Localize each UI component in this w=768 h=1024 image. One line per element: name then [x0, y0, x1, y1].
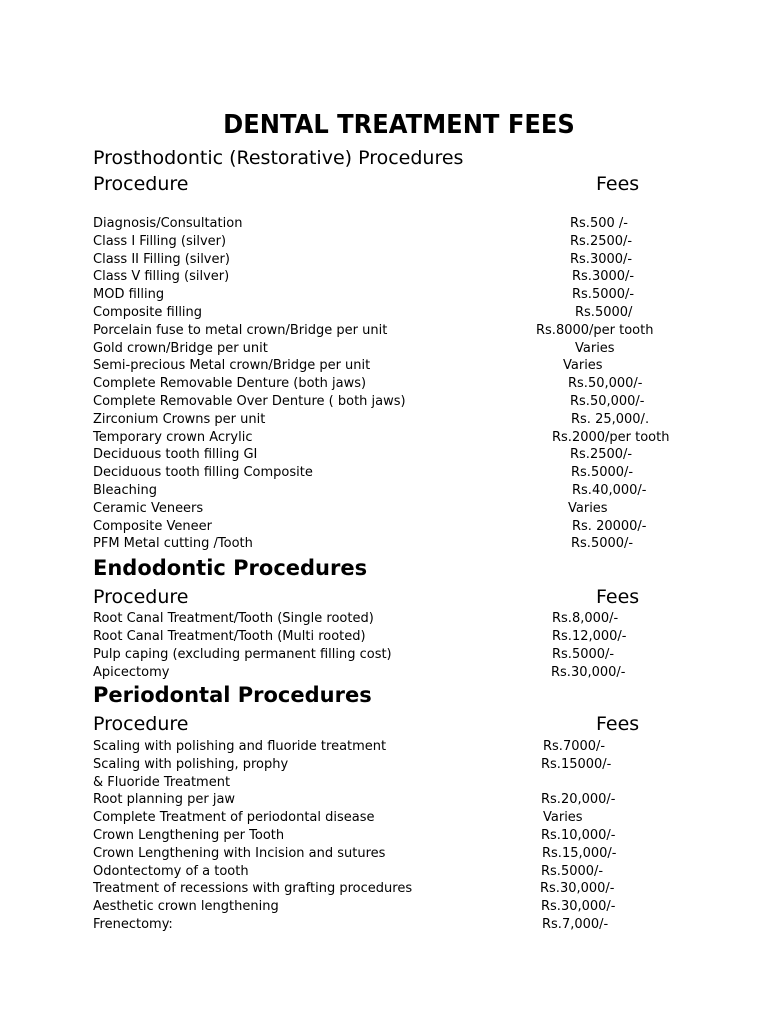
- procedure-fee: Rs.12,000/-: [552, 629, 627, 644]
- procedure-name: Scaling with polishing and fluoride treatment: [93, 739, 387, 754]
- procedure-fee: Rs.5000/-: [571, 465, 634, 481]
- procedure-fee: Rs.2500/-: [570, 233, 633, 249]
- fee-row: [93, 322, 713, 340]
- procedure-fee: Rs.5000/-: [571, 536, 634, 552]
- fee-row: [93, 518, 713, 536]
- procedure-name: Aesthetic crown lengthening: [93, 899, 279, 915]
- procedure-name: Root Canal Treatment/Tooth (Single rooted): [93, 611, 374, 626]
- fee-row: [93, 646, 713, 664]
- fee-row: [93, 863, 713, 881]
- procedure-fee: Varies: [568, 500, 608, 516]
- procedure-fee: Rs.20,000/-: [541, 792, 616, 808]
- procedure-name: Class I Filling (silver): [93, 233, 227, 249]
- procedure-fee: Rs.30,000/-: [541, 899, 616, 915]
- procedure-fee: Rs.30,000/-: [551, 665, 626, 680]
- procedure-fee: Varies: [563, 358, 603, 374]
- procedure-fee: Rs.3000/-: [570, 251, 633, 267]
- procedure-name: Frenectomy:: [93, 917, 173, 932]
- procedure-column-header: Procedure: [93, 586, 189, 608]
- procedure-fee: Rs.10,000/-: [541, 828, 616, 843]
- procedure-name: Crown Lengthening per Tooth: [93, 828, 285, 843]
- procedure-name: Class V filling (silver): [93, 269, 230, 285]
- procedure-fee: Rs. 25,000/.: [571, 411, 650, 427]
- fee-row: [93, 628, 713, 646]
- fee-row: [93, 738, 713, 756]
- fee-row: [93, 411, 713, 429]
- fee-row: [93, 610, 713, 628]
- procedure-fee: Rs.15000/-: [541, 756, 612, 772]
- procedure-column-header: Procedure: [93, 173, 189, 195]
- fee-row: [93, 482, 713, 500]
- procedure-name: Complete Removable Over Denture ( both jaws): [93, 394, 406, 409]
- fee-row: [93, 845, 713, 863]
- fee-row: [93, 393, 713, 411]
- fee-row: [93, 268, 713, 286]
- fee-row: [93, 464, 713, 482]
- procedure-fee: Rs.50,000/-: [568, 376, 643, 392]
- procedure-name: Complete Treatment of periodontal disease: [93, 810, 375, 826]
- procedure-name: Complete Removable Denture (both jaws): [93, 376, 367, 392]
- fee-row: [93, 774, 713, 792]
- procedure-name: Odontectomy of a tooth: [93, 863, 249, 879]
- fee-row: [93, 286, 713, 304]
- procedure-name: Composite Veneer: [93, 518, 212, 534]
- procedure-name: Porcelain fuse to metal crown/Bridge per unit: [93, 322, 388, 338]
- procedure-name: Deciduous tooth filling GI: [93, 447, 258, 463]
- fee-row: [93, 916, 713, 934]
- fee-row: [93, 535, 713, 553]
- procedure-column-header: Procedure: [93, 713, 189, 735]
- fee-row: [93, 357, 713, 375]
- procedure-name: Scaling with polishing, prophy: [93, 756, 289, 772]
- section-subtitle-prosthodontic: Prosthodontic (Restorative) Procedures: [93, 147, 464, 169]
- procedure-name: Gold crown/Bridge per unit: [93, 340, 268, 356]
- procedure-fee: Rs.15,000/-: [542, 845, 617, 861]
- fee-row: [93, 375, 713, 393]
- procedure-name: Composite filling: [93, 305, 203, 320]
- fee-row: [93, 791, 713, 809]
- fees-column-header: Fees: [596, 173, 640, 195]
- fee-row: [93, 880, 713, 898]
- fee-row: [93, 233, 713, 251]
- procedure-name: MOD filling: [93, 287, 165, 303]
- fee-row: [93, 251, 713, 269]
- procedure-name: Zirconium Crowns per unit: [93, 411, 266, 427]
- fee-row: [93, 215, 713, 233]
- procedure-name: & Fluoride Treatment: [93, 774, 231, 790]
- procedure-fee: Rs.500 /-: [570, 216, 628, 231]
- procedure-fee: Rs.3000/-: [572, 269, 635, 285]
- section-heading: Periodontal Procedures: [93, 683, 372, 707]
- procedure-name: Treatment of recessions with grafting procedures: [93, 881, 413, 897]
- procedure-name: Diagnosis/Consultation: [93, 216, 243, 231]
- procedure-fee: Rs.8000/per tooth: [536, 322, 654, 338]
- procedure-fee: Rs.2000/per tooth: [552, 429, 670, 445]
- procedure-name: Class II Filling (silver): [93, 251, 230, 267]
- section-heading: Endodontic Procedures: [93, 556, 368, 580]
- procedure-name: Crown Lengthening with Incision and sutures: [93, 845, 386, 861]
- column-headers: [93, 712, 653, 736]
- procedure-name: Root planning per jaw: [93, 792, 236, 808]
- procedure-fee: Rs.5000/-: [572, 287, 635, 303]
- procedure-fee: Rs.40,000/-: [572, 483, 647, 498]
- procedure-name: Bleaching: [93, 483, 157, 498]
- procedure-name: Pulp caping (excluding permanent filling cost): [93, 647, 392, 662]
- procedure-fee: Rs.5000/-: [552, 647, 615, 662]
- fee-row: [93, 809, 713, 827]
- procedure-name: PFM Metal cutting /Tooth: [93, 536, 253, 552]
- procedure-name: Apicectomy: [93, 665, 170, 680]
- fee-row: [93, 898, 713, 916]
- fee-row: [93, 304, 713, 322]
- procedure-name: Deciduous tooth filling Composite: [93, 465, 313, 481]
- fee-row: [93, 340, 713, 358]
- fee-row: [93, 446, 713, 464]
- fees-column-header: Fees: [596, 713, 640, 735]
- column-headers: [93, 172, 653, 196]
- procedure-fee: Rs.5000/: [575, 305, 633, 320]
- procedure-fee: Rs. 20000/-: [572, 518, 647, 534]
- fee-row: [93, 429, 713, 447]
- procedure-fee: Rs.30,000/-: [540, 881, 615, 897]
- procedure-fee: Rs.8,000/-: [552, 611, 619, 626]
- fees-column-header: Fees: [596, 586, 640, 608]
- procedure-name: Ceramic Veneers: [93, 500, 204, 516]
- column-headers: [93, 585, 653, 609]
- procedure-name: Root Canal Treatment/Tooth (Multi rooted): [93, 629, 366, 644]
- document-title: DENTAL TREATMENT FEES: [223, 110, 575, 140]
- procedure-fee: Rs.2500/-: [570, 447, 633, 463]
- procedure-name: Semi-precious Metal crown/Bridge per unit: [93, 358, 371, 374]
- fee-row: [93, 500, 713, 518]
- procedure-fee: Rs.5000/-: [541, 863, 604, 879]
- procedure-fee: Varies: [575, 340, 615, 356]
- fee-row: [93, 664, 713, 682]
- fee-row: [93, 827, 713, 845]
- procedure-fee: Rs.50,000/-: [570, 394, 645, 409]
- fee-row: [93, 756, 713, 774]
- procedure-fee: Rs.7,000/-: [542, 917, 609, 932]
- procedure-fee: Varies: [543, 810, 583, 826]
- procedure-fee: Rs.7000/-: [543, 739, 606, 754]
- procedure-name: Temporary crown Acrylic: [93, 429, 253, 445]
